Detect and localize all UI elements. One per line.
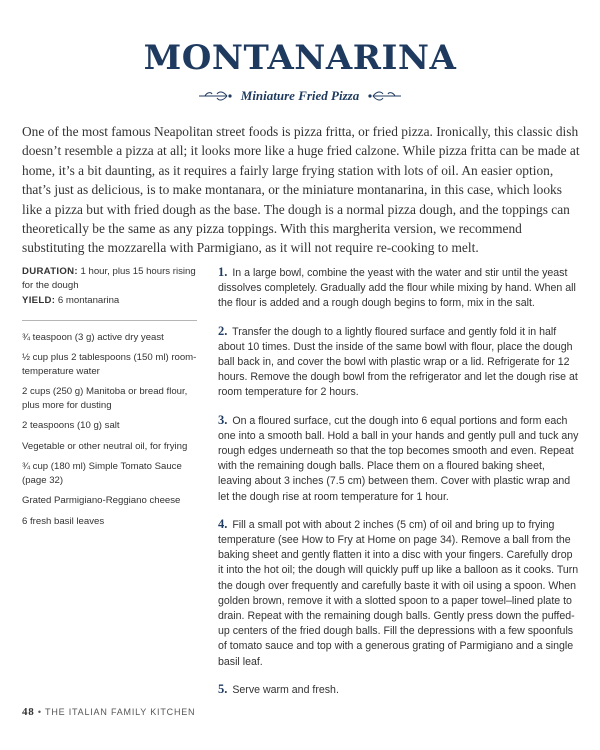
step-item [218,265,580,312]
step-number: 5. [218,681,228,696]
yield-value: 6 montanarina [57,295,120,306]
step-number: 3. [218,412,228,427]
left-flourish-icon [197,90,233,102]
instruction-steps [218,265,580,710]
step-number: 2. [218,323,228,338]
recipe-title: MONTANARINA [143,38,457,78]
recipe-sidebar [22,265,202,535]
step-item [218,413,580,505]
yield-label: YIELD: [22,295,56,306]
yield [22,294,202,308]
book-title: THE ITALIAN FAMILY KITCHEN [45,707,196,717]
step-text: On a floured surface, cut the dough into 6 equal portions and form each one into a smooth ball. Hold a ball in your hands and gently pull and tuck any rough edges underneath so that the top becomes smooth and even. Repeat with the remaining dough balls. Place them on a floured baking sheet, leaving about 3 inches (7.5 cm) between them. Cover with plastic wrap and let the dough rise at room temperature for 1 hour. [218,414,579,503]
step-text: In a large bowl, combine the yeast with the water and stir until the yeast dissolves completely. Gradually add the flour while mixing by hand. When all the flour is added and a rough dough begins to form, mix in the salt. [218,267,576,310]
footer-separator: • [37,707,42,717]
duration-label: DURATION: [22,266,78,277]
step-number: 4. [218,516,228,531]
step-item [218,324,580,401]
ingredient-item: 6 fresh basil leaves [22,515,105,527]
step-item [218,682,580,698]
page-footer [22,706,195,718]
ingredient-item: ¾ teaspoon (3 g) active dry yeast [22,331,164,343]
step-text: Serve warm and fresh. [232,683,339,696]
step-number: 1. [218,265,228,279]
recipe-subtitle: Miniature Fried Pizza [240,88,360,104]
duration [22,265,202,292]
ingredient-item: 2 cups (250 g) Manitoba or bread flour, plus more for dusting [22,386,188,411]
intro-paragraph: One of the most famous Neapolitan street foods is pizza fritta, or fried pizza. Ironically, this classic dish doesn’t resemble a pizza at all; it looks more like a huge fried calzone. While pizza fritta can be made at home, it’s a bit daunting, as it requires a fairly large frying station with lots of oil. An easier option, that’s just as delicious, is to make montanara, or the miniature montanarina, in this case, which looks like a pizza but with fried dough as the base. The dough is a normal pizza dough, and the toppings can theoretically be the same as any pizza toppings. With this margherita version, we recommend substituting the mozzarella with Parmigiano, as it will not require re-cooking to melt. [22,124,580,256]
ingredient-item: Grated Parmigiano-Reggiano cheese [22,495,181,506]
step-text: Transfer the dough to a lightly floured surface and gently fold it in half about 10 times. Dust the inside of the same bowl with flour, place the dough ball back in, and cover the bowl with plastic wrap or a lid. Refrigerate for 12 hours. Remove the dough bowl from the refrigerator and let the dough rise at room temperature for 2 hours. [218,325,578,399]
subtitle-row [0,87,600,105]
step-item [218,517,580,670]
sidebar-divider [22,320,197,321]
ingredient-item: ½ cup plus 2 tablespoons (150 ml) room-temperature water [22,352,197,377]
right-flourish-icon [367,90,403,102]
ingredient-item: ¾ cup (180 ml) Simple Tomato Sauce (page 32) [22,461,182,486]
ingredient-list [22,331,202,529]
step-text: Fill a small pot with about 2 inches (5 cm) of oil and bring up to frying temperature (see How to Fry at Home on page 34). Remove a ball from the baking sheet and gently flatten it into a disc with your fingers. Carefully drop it into the hot oil; the dough will quickly puff up like a balloon as it cooks. Turn the dough over frequently and carefully baste it with oil using a spoon. When golden brown, remove it with a slotted spoon to a paper towel–lined plate to drain. Repeat with the remaining dough balls. Gently press down the puffed-up centers of the fried dough balls. Fill the depressions with a few spoonfuls of tomato sauce and top with a generous grating of Parmigiano and a single basil leaf. [218,518,579,668]
page-number: 48 [22,706,35,718]
duration-value: 1 hour, plus 15 hours rising for the dough [22,266,196,291]
ingredient-item: Vegetable or other neutral oil, for frying [22,440,188,452]
ingredient-item: 2 teaspoons (10 g) salt [22,420,120,431]
